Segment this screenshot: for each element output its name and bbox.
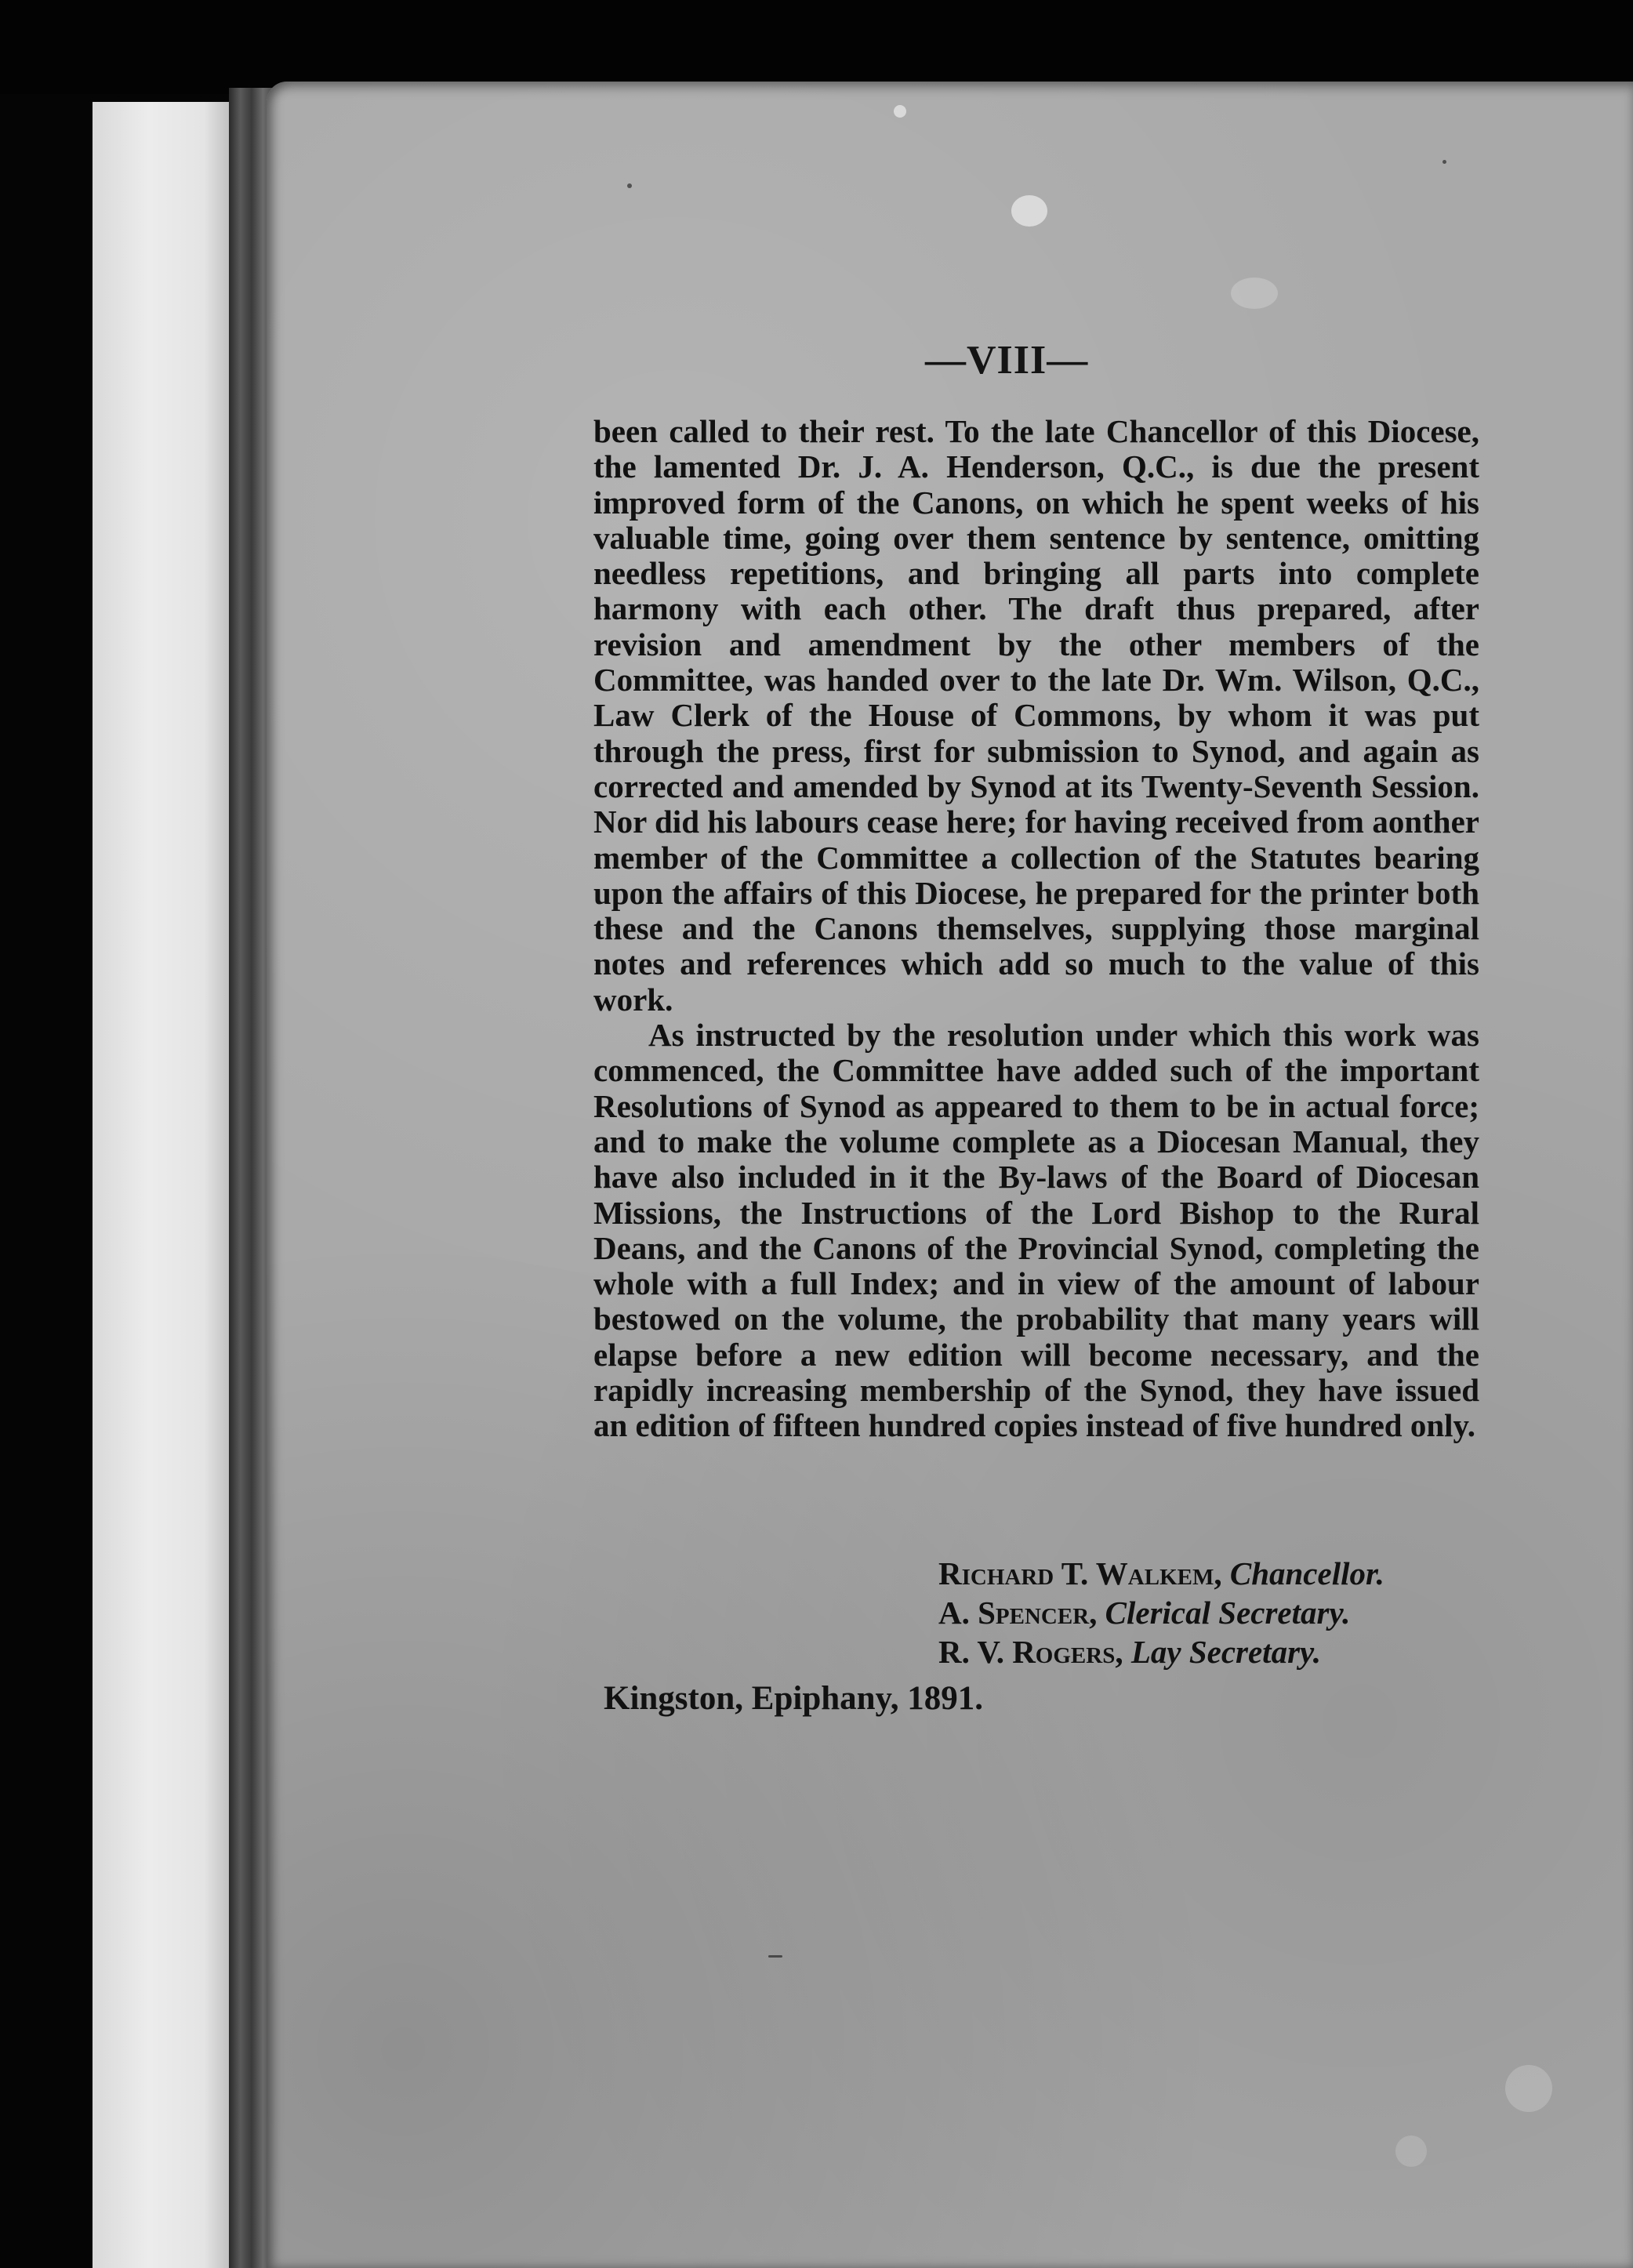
signatory-title: Clerical Secretary.	[1105, 1595, 1351, 1631]
signatory-name: R. V. Rogers,	[938, 1634, 1123, 1670]
paper-speck	[894, 105, 906, 118]
paper-speck	[1395, 2136, 1427, 2167]
signatory-title: Chancellor.	[1229, 1555, 1384, 1591]
signature-line	[938, 1554, 1503, 1593]
paper-speck	[768, 1955, 782, 1958]
place-and-date: Kingston, Epiphany, 1891.	[604, 1680, 983, 1717]
paragraph: been called to their rest. To the late Chancellor of this Diocese, the lamented Dr. J. A. Henderson, Q.C., is due the present improved form of the Canons, on which he spent weeks of his valuable time, going over them sentence by sentence, omitting needless repetitions, and bringing all parts into complete harmony with each other. The draft thus prepared, after revision and amendment by the other members of the Committee, was handed over to the late Dr. Wm. Wilson, Q.C., Law Clerk of the House of Commons, by whom it was put through the press, first for submission to Synod, and again as corrected and amended by Synod at its Twenty-Seventh Session. Nor did his labours cease here; for having received from aonther member of the Committee a collection of the Statutes bearing upon the affairs of this Diocese, he prepared for the printer both these and the Canons themselves, supplying those marginal notes and references which add so much to the value of this work.	[593, 413, 1479, 1018]
paper-speck	[1442, 160, 1446, 164]
scanner-border	[0, 0, 1633, 94]
signatory-name: Richard T. Walkem,	[938, 1555, 1222, 1591]
paper-speck	[627, 183, 632, 188]
paper-speck	[1011, 195, 1047, 227]
paragraph: As instructed by the resolution under which this work was commenced, the Committee have added such of the important Resolutions of Synod as appeared to them to be in actual force; and to make the volume complete as a Diocesan Manual, they have also included in it the By-laws of the Board of Diocesan Missions, the Instructions of the Lord Bishop to the Rural Deans, and the Canons of the Provincial Synod, completing the whole with a full Index; and in view of the amount of labour bestowed on the volume, the probability that many years will elapse before a new edition will become necessary, and the rapidly increasing membership of the Synod, they have issued an edition of fifteen hundred copies instead of five hundred only.	[593, 1017, 1479, 1444]
signatory-title: Lay Secretary.	[1130, 1634, 1321, 1670]
body-text	[593, 414, 1479, 1444]
page-number: —VIII—	[925, 338, 1089, 383]
signatory-name: A. Spencer,	[938, 1595, 1098, 1631]
signature-block	[938, 1554, 1503, 1671]
signature-line	[938, 1632, 1503, 1671]
facing-page-edge	[93, 102, 232, 2268]
paper-speck	[1231, 278, 1278, 309]
signature-line	[938, 1593, 1503, 1632]
paper-speck	[1505, 2065, 1552, 2112]
